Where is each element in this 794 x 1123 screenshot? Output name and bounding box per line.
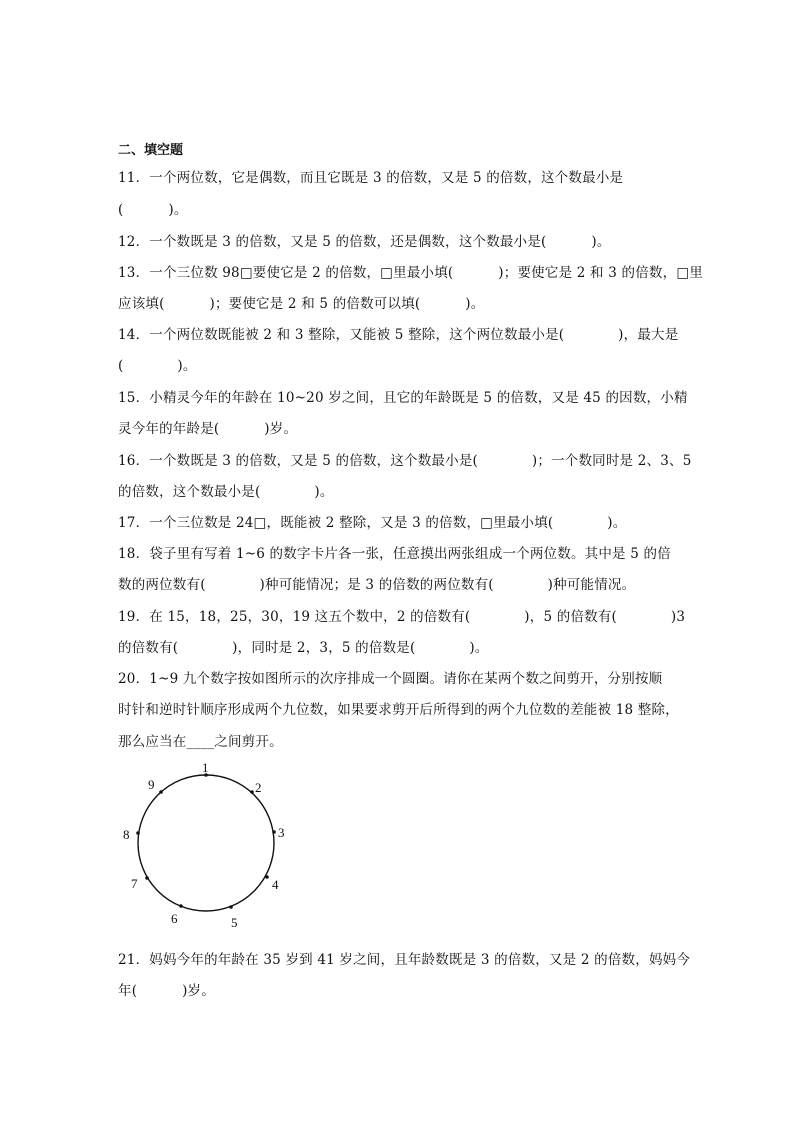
question-18-line-2: 数的两位数有( )种可能情况；是 3 的倍数的两位数有( )种可能情况。	[118, 577, 636, 593]
dot-6	[179, 904, 183, 908]
dot-2	[250, 790, 254, 794]
label-3: 3	[278, 825, 285, 840]
question-20-line-3: 那么应当在____之间剪开。	[118, 734, 283, 750]
question-20-line-1: 20．1~9 九个数字按如图所示的次序排成一个圆圈。请你在某两个数之间剪开，分别按顺	[118, 671, 663, 687]
label-7: 7	[131, 876, 138, 891]
label-4: 4	[272, 877, 279, 892]
label-5: 5	[231, 915, 238, 930]
dot-9	[159, 790, 163, 794]
label-8: 8	[123, 827, 130, 842]
question-13-line-1: 13．一个三位数 98□要使它是 2 的倍数，□里最小填( )；要使它是 2 和 3 的倍数，□里	[118, 265, 703, 281]
question-16-line-2: 的倍数，这个数最小是( )。	[118, 484, 334, 500]
question-19-line-1: 19．在 15，18，25，30，19 这五个数中，2 的倍数有( )，5 的倍数有( )3	[118, 609, 686, 625]
question-16-line-1: 16．一个数既是 3 的倍数，又是 5 的倍数，这个数最小是( )；一个数同时是 2、3、5	[118, 453, 692, 469]
question-20-line-2: 时针和逆时针顺序形成两个九位数，如果要求剪开后所得到的两个九位数的差能被 18 整除，	[118, 702, 679, 718]
dot-3	[272, 830, 276, 834]
dot-7	[145, 876, 149, 880]
question-11-line-2: ( )。	[118, 202, 188, 218]
question-19-line-2: 的倍数有( )，同时是 2，3，5 的倍数是( )。	[118, 640, 489, 656]
question-11-line-1: 11．一个两位数，它是偶数，而且它既是 3 的倍数，又是 5 的倍数，这个数最小是	[118, 170, 624, 186]
label-9: 9	[148, 777, 155, 792]
question-15-line-1: 15．小精灵今年的年龄在 10~20 岁之间，且它的年龄既是 5 的倍数，又是 45 的因数，小精	[118, 390, 688, 406]
question-14-line-2: ( )。	[118, 358, 197, 374]
label-1: 1	[202, 760, 209, 775]
dot-5	[229, 905, 233, 909]
circle-outline	[138, 775, 274, 911]
question-15-line-2: 灵今年的年龄是( )岁。	[118, 421, 298, 437]
dot-8	[136, 831, 140, 835]
dot-4	[265, 875, 269, 879]
question-12-line-1: 12．一个数既是 3 的倍数，又是 5 的倍数，还是偶数，这个数最小是( )。	[118, 234, 611, 250]
section-title: 二、填空题	[118, 143, 184, 158]
question-14-line-1: 14．一个两位数既能被 2 和 3 整除，又能被 5 整除，这个两位数最小是( )，最大是	[118, 327, 679, 343]
question-21-line-2: 年( )岁。	[118, 983, 215, 999]
question-21-line-1: 21．妈妈今年的年龄在 35 岁到 41 岁之间，且年龄数既是 3 的倍数，又是 2 的倍数，妈妈今	[118, 952, 691, 968]
number-circle-figure	[112, 755, 302, 935]
question-13-line-2: 应该填( )；要使它是 2 和 5 的倍数可以填( )。	[118, 296, 485, 312]
question-18-line-1: 18．袋子里有写着 1~6 的数字卡片各一张，任意摸出两张组成一个两位数。其中是 5 的倍	[118, 546, 671, 562]
label-6: 6	[171, 911, 178, 926]
question-17-line-1: 17．一个三位数是 24□，既能被 2 整除，又是 3 的倍数，□里最小填( )。	[118, 515, 627, 531]
label-2: 2	[255, 780, 262, 795]
